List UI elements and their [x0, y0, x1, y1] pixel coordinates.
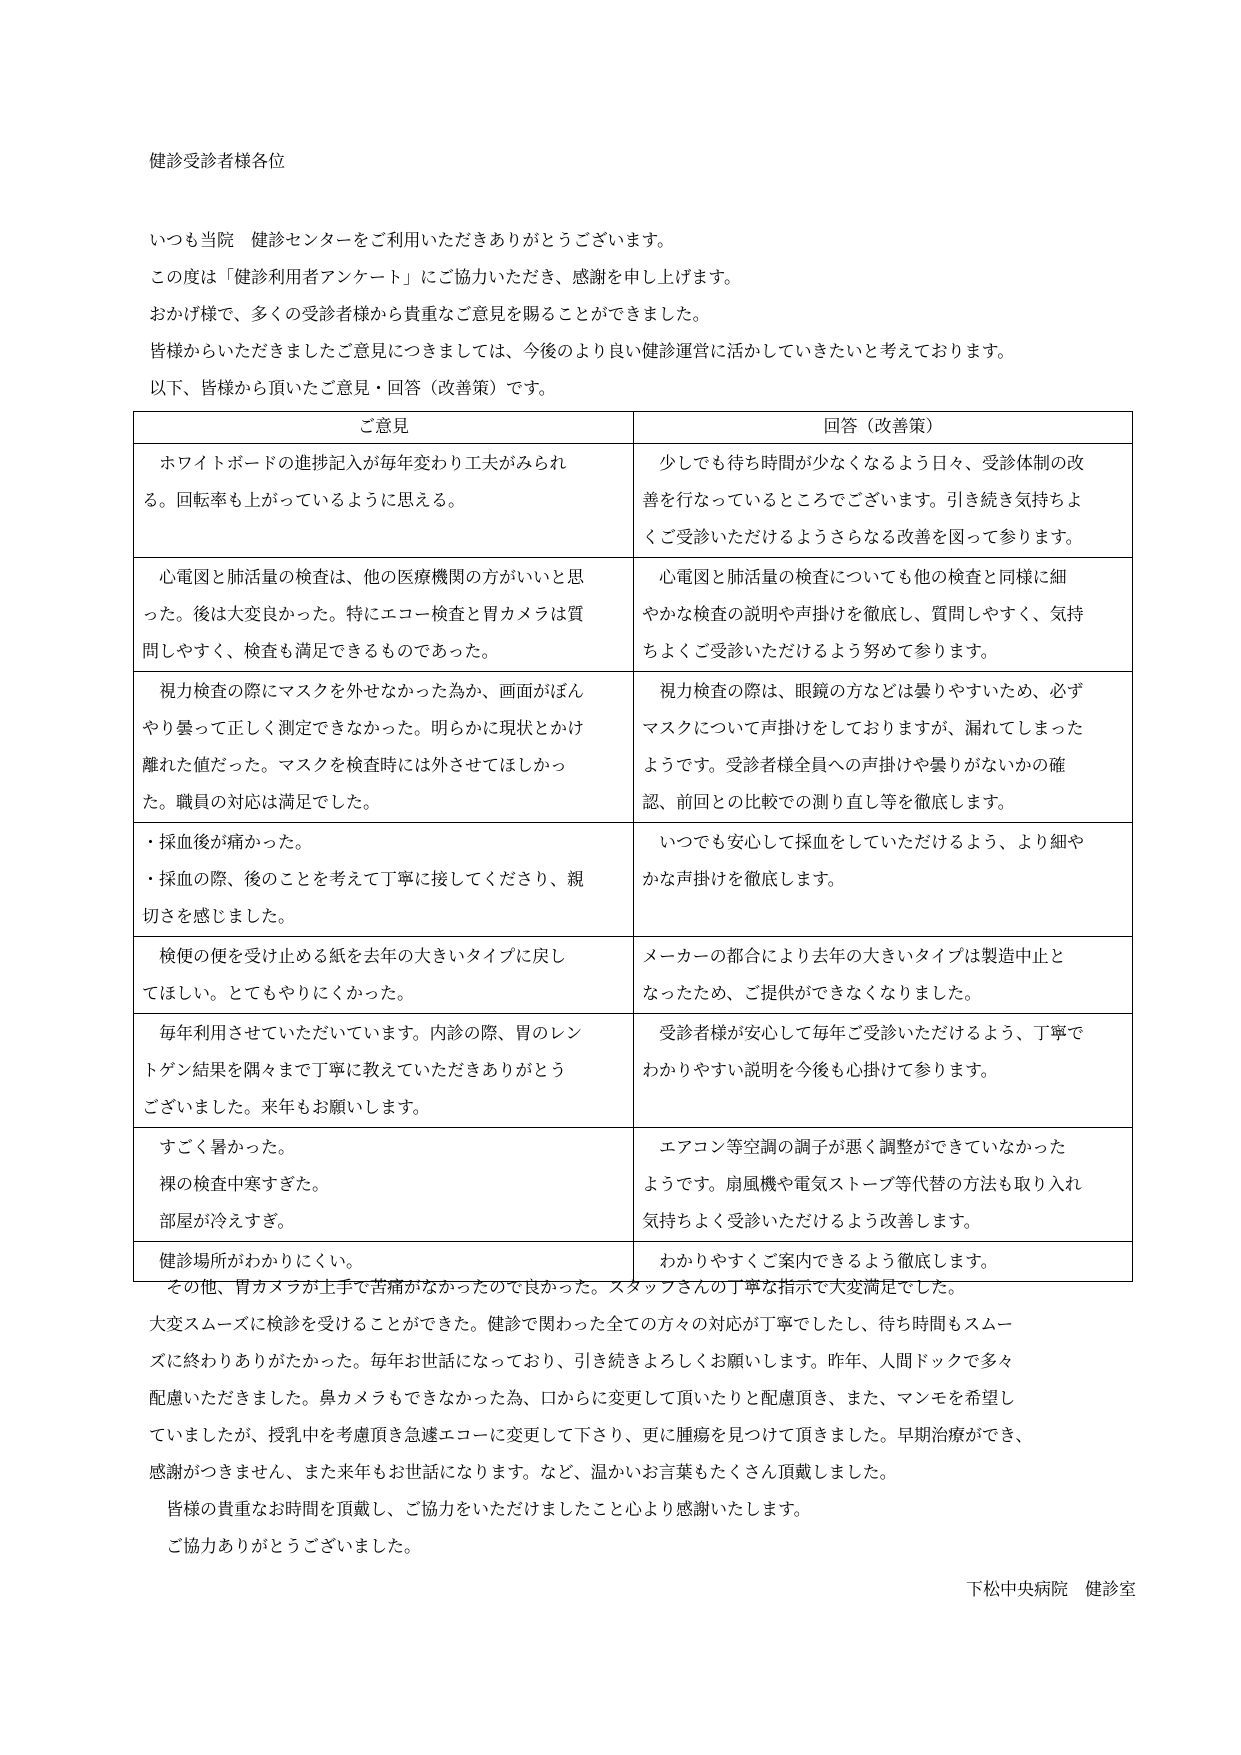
cell-line: わかりやすい説明を今後も心掛けて参ります。 [642, 1061, 998, 1081]
cell-line: ようです。扇風機や電気ストーブ等代替の方法も取り入れ [642, 1175, 1082, 1195]
cell-line: 離れた値だった。マスクを検査時には外させてほしかっ [142, 756, 567, 776]
opinion-cell [134, 1128, 634, 1242]
closing-line: 感謝がつきません、また来年もお世話になります。など、温かいお言葉もたくさん頂戴しました。 [149, 1463, 897, 1483]
cell-line: る。回転率も上がっているように思える。 [142, 491, 465, 511]
closing-line: 皆様の貴重なお時間を頂戴し、ご協力をいただけましたこと心より感謝いたします。 [149, 1500, 811, 1520]
cell-line: 心電図と肺活量の検査についても他の検査と同様に細 [642, 568, 1067, 588]
closing-line: その他、胃カメラが上手で苦痛がなかったので良かった。スタッフさんの丁寧な指示で大変満足でした。 [149, 1278, 965, 1298]
cell-line: トゲン結果を隅々まで丁寧に教えていただきありがとう [142, 1061, 567, 1081]
intro-line: 以下、皆様から頂いたご意見・回答（改善策）です。 [149, 379, 556, 399]
intro-line: いつも当院 健診センターをご利用いただきありがとうございます。 [149, 231, 674, 251]
cell-line: ・採血後が痛かった。 [142, 833, 312, 853]
table-row [134, 558, 1133, 672]
cell-line: ・採血の際、後のことを考えて丁寧に接してくださり、親 [142, 870, 584, 890]
cell-line: ようです。受診者様全員への声掛けや曇りがないかの確 [642, 756, 1066, 776]
cell-line: 毎年利用させていただいています。内診の際、胃のレン [142, 1024, 583, 1044]
table-row [134, 444, 1133, 558]
cell-line: 気持ちよく受診いただけるよう改善します。 [642, 1212, 981, 1232]
intro-line: 皆様からいただきましたご意見につきましては、今後のより良い健診運営に活かしていきたいと考えております。 [149, 342, 1015, 362]
table-row [134, 1128, 1133, 1242]
cell-line: 認、前回との比較での測り直し等を徹底します。 [642, 793, 1015, 813]
closing-line: ご協力ありがとうございました。 [149, 1537, 421, 1557]
answer-cell [634, 823, 1133, 937]
cell-line: いつでも安心して採血をしていただけるよう、より細や [642, 833, 1084, 853]
cell-line: エアコン等空調の調子が悪く調整ができていなかった [642, 1138, 1067, 1158]
closing-paragraph [149, 1276, 1149, 1572]
column-header-answer: 回答（改善策） [634, 412, 1133, 444]
cell-line: た。職員の対応は満足でした。 [142, 793, 380, 813]
opinion-cell [134, 444, 634, 558]
cell-line: くご受診いただけるようさらなる改善を図って参ります。 [642, 528, 1083, 548]
cell-line: マスクについて声掛けをしておりますが、漏れてしまった [642, 719, 1084, 739]
answer-cell [634, 672, 1133, 823]
answer-cell [634, 1128, 1133, 1242]
column-header-opinion: ご意見 [134, 412, 634, 444]
intro-line: この度は「健診利用者アンケート」にご協力いただき、感謝を申し上げます。 [149, 268, 741, 288]
cell-line: った。後は大変良かった。特にエコー検査と胃カメラは質 [142, 605, 584, 625]
cell-line: 裸の検査中寒すぎた。 [142, 1175, 329, 1195]
cell-line: ございました。来年もお願いします。 [142, 1098, 430, 1118]
closing-line: ていましたが、授乳中を考慮頂き急遽エコーに変更して下さり、更に腫瘍を見つけて頂きました。早期治療ができ、 [149, 1426, 1033, 1446]
opinion-cell [134, 558, 634, 672]
closing-line: 配慮いただきました。鼻カメラもできなかった為、口からに変更して頂いたりと配慮頂き、また、マンモを希望し [149, 1389, 1016, 1409]
cell-line: すごく暑かった。 [142, 1138, 295, 1158]
table-row [134, 672, 1133, 823]
cell-line: やり曇って正しく測定できなかった。明らかに現状とかけ [142, 719, 584, 739]
cell-line: メーカーの都合により去年の大きいタイプは製造中止と [642, 947, 1066, 967]
cell-line: 少しでも待ち時間が少なくなるよう日々、受診体制の改 [642, 454, 1084, 474]
answer-cell [634, 558, 1133, 672]
cell-line: ホワイトボードの進捗記入が毎年変わり工夫がみられ [142, 454, 567, 474]
cell-line: わかりやすくご案内できるよう徹底します。 [642, 1252, 998, 1272]
cell-line: てほしい。とてもやりにくかった。 [142, 984, 414, 1004]
cell-line: 切さを感じました。 [142, 907, 295, 927]
cell-line: 善を行なっているところでございます。引き続き気持ちよ [642, 491, 1083, 511]
cell-line: ちよくご受診いただけるよう努めて参ります。 [642, 642, 998, 662]
cell-line: 視力検査の際は、眼鏡の方などは曇りやすいため、必ず [642, 682, 1084, 702]
cell-line: やかな検査の説明や声掛けを徹底し、質問しやすく、気持 [642, 605, 1084, 625]
intro-line: おかげ様で、多くの受診者様から貴重なご意見を賜ることができました。 [149, 305, 710, 325]
closing-line: 大変スムーズに検診を受けることができた。健診で関わった全ての方々の対応が丁寧でしたし、待ち時間もスムー [149, 1315, 1014, 1335]
answer-cell [634, 444, 1133, 558]
salutation: 健診受診者様各位 [149, 152, 285, 172]
cell-line: 受診者様が安心して毎年ご受診いただけるよう、丁寧で [642, 1024, 1084, 1044]
closing-line: ズに終わりありがたかった。毎年お世話になっており、引き続きよろしくお願いします。昨年、人間ドックで多々 [149, 1352, 1014, 1372]
table-row [134, 937, 1133, 1014]
cell-line: かな声掛けを徹底します。 [642, 870, 845, 890]
table-row [134, 823, 1133, 937]
cell-line: なったため、ご提供ができなくなりました。 [642, 984, 982, 1004]
table-row [134, 1014, 1133, 1128]
opinion-cell [134, 1014, 634, 1128]
opinion-cell [134, 823, 634, 937]
answer-cell [634, 1014, 1133, 1128]
cell-line: 問しやすく、検査も満足できるものであった。 [142, 642, 499, 662]
signature: 下松中央病院 健診室 [966, 1580, 1136, 1600]
opinion-cell [134, 937, 634, 1014]
feedback-table [133, 411, 1133, 1282]
cell-line: 健診場所がわかりにくい。 [142, 1252, 363, 1272]
cell-line: 部屋が冷えすぎ。 [142, 1212, 295, 1232]
cell-line: 視力検査の際にマスクを外せなかった為か、画面がぼん [142, 682, 584, 702]
cell-line: 心電図と肺活量の検査は、他の医療機関の方がいいと思 [142, 568, 584, 588]
opinion-cell [134, 672, 634, 823]
cell-line: 検便の便を受け止める紙を去年の大きいタイプに戻し [142, 947, 567, 967]
answer-cell [634, 937, 1133, 1014]
table-header-row [134, 412, 1133, 444]
intro-paragraph [149, 229, 1149, 414]
